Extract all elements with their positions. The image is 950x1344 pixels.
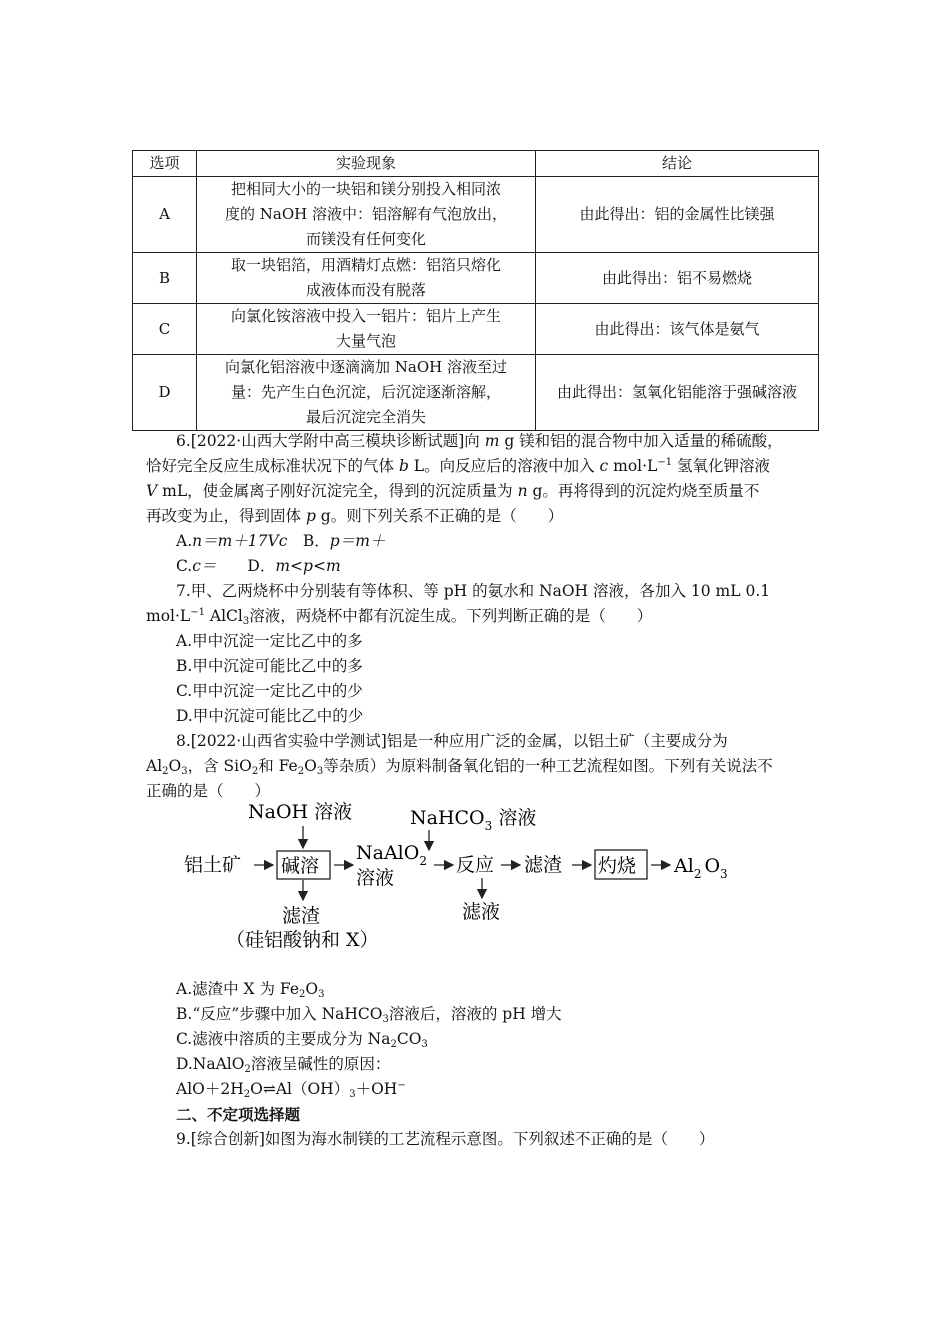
q8-line1: 8.[2022·山西省实验中学测试]铝是一种应用广泛的金属，以铝土矿（主要成分为 <box>176 732 728 750</box>
flow-filtrate: 滤液 <box>462 901 501 923</box>
header-option: 选项 <box>133 151 197 177</box>
row-phenomenon: 取一块铝箔，用酒精灯点燃：铝箔只熔化 成液体而没有脱落 <box>197 253 536 304</box>
flow-residue-note: （硅铝酸钠和 X） <box>226 929 379 951</box>
q6-options-ab: A.n＝m＋17Vc B．p＝m＋ <box>176 532 386 550</box>
row-option: A <box>133 177 197 253</box>
q7-line2: $mol\cdot L^{-1}$ AlCl$_3$溶液，两烧杯中都有沉淀生成。下列判断正确的是（ ） <box>146 607 653 627</box>
q7-line1: 7.甲、乙两烧杯中分别装有等体积、等 pH 的氨水和 NaOH 溶液，各加入 10 mL 0.1 <box>176 582 771 600</box>
q8-option-d: D.NaAlO$_2$溶液呈碱性的原因： <box>176 1055 391 1075</box>
table-row <box>133 253 819 304</box>
row-phenomenon: 把相同大小的一块铝和镁分别投入相同浓 度的 NaOH 溶液中：铝溶解有气泡放出， 而镁没有任何变化 <box>197 177 536 253</box>
flow-react: 反应 <box>456 854 495 876</box>
q8-option-c: C.滤液中溶质的主要成分为 $Na_2CO_3$ <box>176 1030 428 1050</box>
q6-options-cd: C.c＝ D．m<p<m <box>176 557 341 575</box>
q6-line1: 6.[2022·山西大学附中高三模块诊断试题]向 m g 镁和铝的混合物中加入适量的稀硫酸， <box>176 432 783 450</box>
flow-calcine: 灼烧 <box>598 855 637 877</box>
header-phenomenon: 实验现象 <box>197 151 536 177</box>
row-phenomenon: 向氯化铝溶液中逐滴滴加 NaOH 溶液至过 量：先产生白色沉淀，后沉淀逐渐溶解， 最后沉淀完全消失 <box>197 355 536 431</box>
flow-al2o3: $Al_2$ $O_3$ <box>674 855 728 881</box>
row-option: C <box>133 304 197 355</box>
q8-option-b: B.“反应”步骤中加入 NaHCO$_3$溶液后，溶液的 pH 增大 <box>176 1005 562 1025</box>
q8-line3: 正确的是（ ） <box>146 782 271 800</box>
q8-equation: $AlO+2H_2O\rightleftharpoons Al(OH)_3+OH^-$ <box>176 1080 406 1100</box>
table-header-row <box>133 151 819 177</box>
q6-line4: 再改变为止，得到固体 p g。则下列关系不正确的是（ ） <box>146 507 564 525</box>
flow-residue-bottom: 滤渣 <box>282 905 321 927</box>
flow-naalo2-solution: 溶液 <box>356 867 395 889</box>
q8-option-a: A.滤渣中 X 为 $Fe_2O_3$ <box>176 980 325 1000</box>
q6-line3: V mL，使金属离子刚好沉淀完全，得到的沉淀质量为 n g。再将得到的沉淀灼烧至质量不 <box>146 482 760 500</box>
row-conclusion: 由此得出：铝不易燃烧 <box>536 253 819 304</box>
options-table <box>132 150 819 431</box>
q7-option-d: D.甲中沉淀可能比乙中的少 <box>176 707 364 725</box>
flow-residue: 滤渣 <box>524 854 563 876</box>
q7-option-c: C.甲中沉淀一定比乙中的少 <box>176 682 363 700</box>
flow-bauxite: 铝土矿 <box>184 854 242 876</box>
q8-line2: $Al_2O_3$，含 SiO$_2$和 $Fe_2O_3$等杂质）为原料制备氧化铝的一种工艺流程如图。下列有关说法不 <box>146 757 773 777</box>
flow-naalo2: NaAlO$_2$ <box>356 842 427 868</box>
process-flow-diagram <box>176 794 746 954</box>
row-conclusion: 由此得出：该气体是氨气 <box>536 304 819 355</box>
row-phenomenon: 向氯化铵溶液中投入一铝片：铝片上产生 大量气泡 <box>197 304 536 355</box>
table-row <box>133 355 819 431</box>
q6-line2: 恰好完全反应生成标准状况下的气体 b L。向反应后的溶液中加入 c $mol\cdot L^{-1}$ 氢氧化钾溶液 <box>146 457 771 475</box>
flow-naoh-solution: NaOH 溶液 <box>248 801 353 823</box>
row-conclusion: 由此得出：铝的金属性比镁强 <box>536 177 819 253</box>
flow-dissolve: 碱溶 <box>281 855 320 877</box>
flow-nahco3-solution: NaHCO$_3$ 溶液 <box>410 807 537 833</box>
row-option: D <box>133 355 197 431</box>
q9-line1: 9.[综合创新]如图为海水制镁的工艺流程示意图。下列叙述不正确的是（ ） <box>176 1130 715 1148</box>
q7-option-a: A.甲中沉淀一定比乙中的多 <box>176 632 363 650</box>
header-conclusion: 结论 <box>536 151 819 177</box>
section-heading: 二、不定项选择题 <box>176 1105 301 1124</box>
row-option: B <box>133 253 197 304</box>
row-conclusion: 由此得出：氢氧化铝能溶于强碱溶液 <box>536 355 819 431</box>
table-row <box>133 304 819 355</box>
q7-option-b: B.甲中沉淀可能比乙中的多 <box>176 657 363 675</box>
table-row <box>133 177 819 253</box>
